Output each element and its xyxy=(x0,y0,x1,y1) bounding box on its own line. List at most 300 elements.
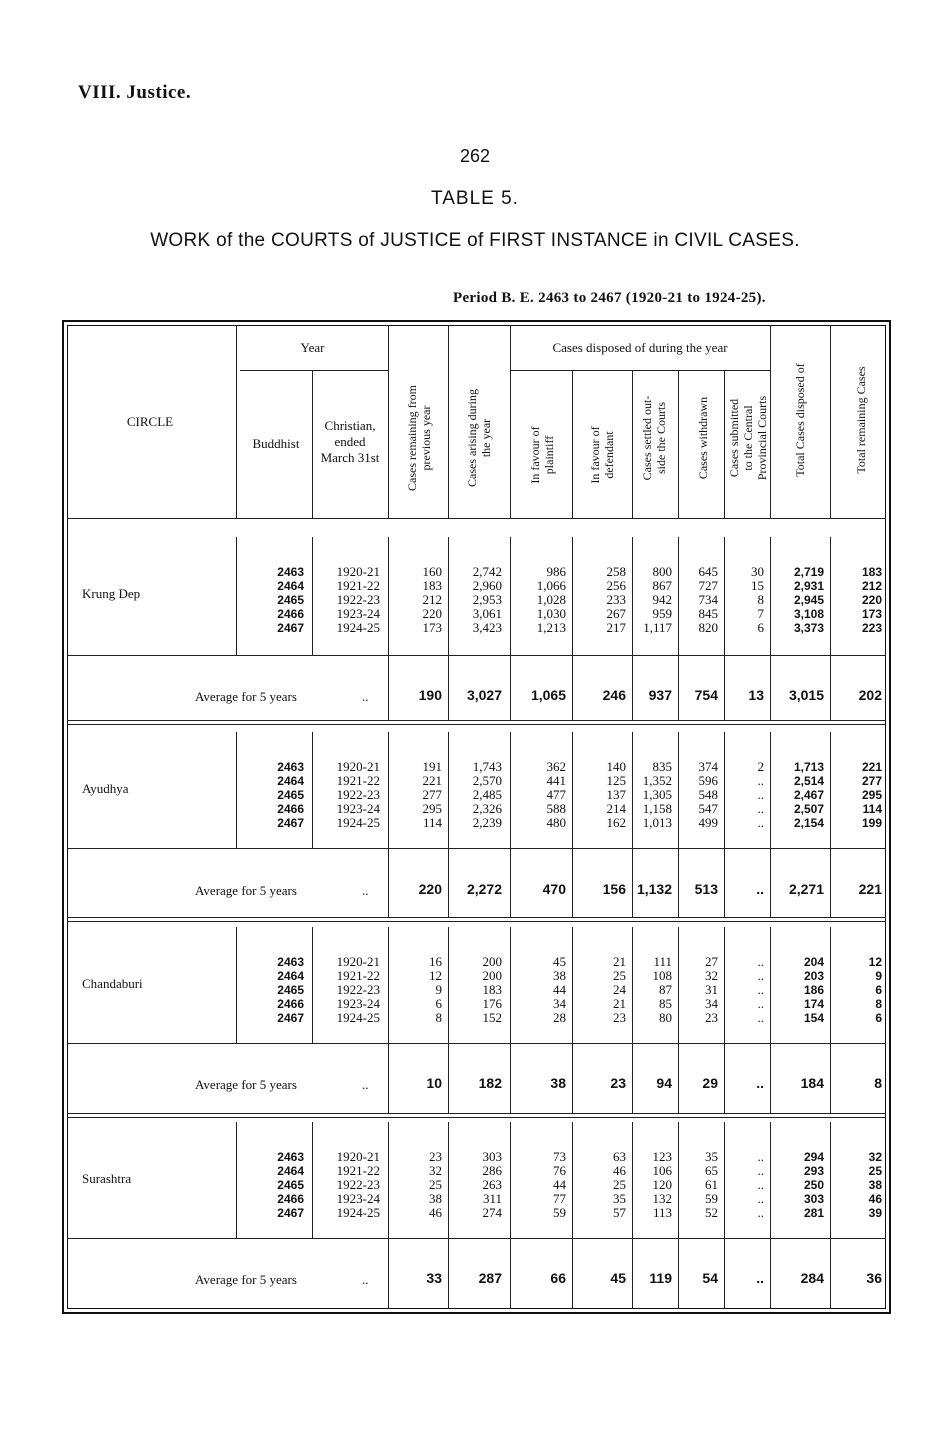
table-cell: 106 xyxy=(652,1163,672,1178)
table-cell: 44 xyxy=(553,982,566,997)
average-cell: 29 xyxy=(702,1075,718,1091)
table-cell: 2,467 xyxy=(793,788,824,802)
table-cell: 7 xyxy=(757,606,764,621)
plaintiff-header: In favour of plaintiff xyxy=(528,426,556,484)
table-cell: 203 xyxy=(803,969,824,983)
year-divider xyxy=(240,370,388,371)
table-cell: 27 xyxy=(705,954,718,969)
table-cell: 820 xyxy=(698,620,718,635)
block-separator xyxy=(67,1117,886,1118)
average-rule xyxy=(67,848,886,849)
table-cell: 80 xyxy=(659,1010,672,1025)
table-cell: 174 xyxy=(803,997,824,1011)
table-cell: 220 xyxy=(422,606,442,621)
table-cell: 1922-23 xyxy=(336,592,380,607)
header-col-line xyxy=(572,370,573,518)
table-cell: 204 xyxy=(803,955,824,969)
table-cell: 38 xyxy=(429,1191,442,1206)
table-cell: .. xyxy=(757,954,764,969)
average-cell: 38 xyxy=(550,1075,566,1091)
table-cell: 2,742 xyxy=(472,564,502,579)
average-cell: .. xyxy=(756,881,764,897)
table-cell: 303 xyxy=(482,1149,502,1164)
average-cell: 94 xyxy=(656,1075,672,1091)
table-cell: 28 xyxy=(553,1010,566,1025)
circle-header: CIRCLE xyxy=(126,414,174,429)
table-cell: 1924-25 xyxy=(336,620,380,635)
buddhist-header: Buddhist xyxy=(252,436,300,451)
average-cell: 221 xyxy=(858,881,882,897)
table-cell: 286 xyxy=(482,1163,502,1178)
table-cell: 8 xyxy=(435,1010,442,1025)
average-cell: 45 xyxy=(610,1270,626,1286)
average-cell: 8 xyxy=(874,1075,882,1091)
table-cell: 113 xyxy=(652,1205,672,1220)
table-cell: 173 xyxy=(861,607,882,621)
table-cell: 176 xyxy=(482,996,502,1011)
average-cell: 2,272 xyxy=(466,881,502,897)
table-cell: 295 xyxy=(422,801,442,816)
average-label: Average for 5 years xyxy=(195,883,297,898)
table-cell: 32 xyxy=(429,1163,442,1178)
average-dots: .. xyxy=(362,689,369,704)
arising-header: Cases arising during the year xyxy=(465,389,493,487)
year-header: Year xyxy=(300,340,325,355)
disposed-divider xyxy=(510,370,770,371)
table-cell: 281 xyxy=(803,1206,824,1220)
table-number: TABLE 5. xyxy=(431,188,519,209)
table-cell: 986 xyxy=(546,564,566,579)
table-cell: 1921-22 xyxy=(336,1163,380,1178)
table-cell: 25 xyxy=(613,968,626,983)
table-cell: 1920-21 xyxy=(336,564,380,579)
circle-name: Chandaburi xyxy=(82,976,143,991)
table-cell: 588 xyxy=(546,801,566,816)
table-cell: .. xyxy=(757,787,764,802)
table-cell: 734 xyxy=(698,592,718,607)
table-cell: 120 xyxy=(652,1177,672,1192)
table-cell: 2,239 xyxy=(472,815,502,830)
table-cell: 2465 xyxy=(277,593,304,607)
table-cell: 8 xyxy=(875,997,882,1011)
average-cell: 182 xyxy=(478,1075,502,1091)
header-col-line xyxy=(510,325,511,518)
table-cell: 32 xyxy=(705,968,718,983)
total-disposed-header: Total Cases disposed of xyxy=(793,363,807,477)
table-cell: 2465 xyxy=(277,788,304,802)
table-cell: 63 xyxy=(613,1149,626,1164)
table-cell: 362 xyxy=(546,759,566,774)
disposed-group-header: Cases disposed of during the year xyxy=(552,340,728,355)
average-cell: 184 xyxy=(800,1075,824,1091)
table-cell: 942 xyxy=(652,592,672,607)
table-cell: 2464 xyxy=(277,969,304,983)
table-cell: 1923-24 xyxy=(336,606,380,621)
table-cell: 3,423 xyxy=(472,620,502,635)
average-cell: 10 xyxy=(426,1075,442,1091)
table-cell: 186 xyxy=(803,983,824,997)
table-cell: 2,931 xyxy=(793,579,824,593)
circle-name: Ayudhya xyxy=(82,781,129,796)
table-cell: 65 xyxy=(705,1163,718,1178)
period-caption: Period B. E. 2463 to 2467 (1920-21 to 1924-25). xyxy=(453,290,766,306)
block-separator xyxy=(67,921,886,922)
header-col-line xyxy=(830,325,831,518)
table-cell: 191 xyxy=(422,759,442,774)
table-cell: 114 xyxy=(862,802,882,816)
table-cell: 132 xyxy=(652,1191,672,1206)
table-cell: 800 xyxy=(652,564,672,579)
table-cell: 277 xyxy=(861,774,882,788)
average-label: Average for 5 years xyxy=(195,689,297,704)
table-cell: 12 xyxy=(868,955,882,969)
table-cell: 1,305 xyxy=(642,787,672,802)
table-cell: 303 xyxy=(803,1192,824,1206)
table-cell: 293 xyxy=(803,1164,824,1178)
table-cell: 2463 xyxy=(277,760,304,774)
table-cell: 125 xyxy=(606,773,626,788)
table-cell: 1,213 xyxy=(536,620,566,635)
average-rule xyxy=(67,1043,886,1044)
table-cell: 114 xyxy=(422,815,442,830)
table-cell: 217 xyxy=(606,620,626,635)
table-cell: 959 xyxy=(652,606,672,621)
table-cell: .. xyxy=(757,815,764,830)
table-cell: 221 xyxy=(861,760,882,774)
table-cell: 1924-25 xyxy=(336,1010,380,1025)
table-cell: 2,154 xyxy=(793,816,824,830)
table-cell: 477 xyxy=(546,787,566,802)
table-cell: 45 xyxy=(553,954,566,969)
table-cell: 30 xyxy=(751,564,764,579)
table-cell: 6 xyxy=(757,620,764,635)
total-remaining-header: Total remaining Cases xyxy=(854,366,868,474)
header-col-line xyxy=(312,370,313,518)
table-cell: 214 xyxy=(606,801,626,816)
table-cell: 2463 xyxy=(277,1150,304,1164)
table-cell: 2467 xyxy=(277,816,304,830)
table-cell: 2,960 xyxy=(472,578,502,593)
table-cell: 548 xyxy=(698,787,718,802)
table-cell: 61 xyxy=(705,1177,718,1192)
header-col-line xyxy=(236,325,237,518)
submitted-header: Cases submitted to the Central Provincial Courts xyxy=(727,395,769,481)
table-cell: 38 xyxy=(868,1178,882,1192)
average-cell: 202 xyxy=(858,687,882,703)
settled-header: Cases settled out- side the Courts xyxy=(640,395,668,481)
table-cell: 2 xyxy=(757,759,764,774)
average-cell: .. xyxy=(756,1270,764,1286)
table-cell: 250 xyxy=(803,1178,824,1192)
table-cell: 2,570 xyxy=(472,773,502,788)
table-cell: 2,507 xyxy=(793,802,824,816)
table-cell: .. xyxy=(757,982,764,997)
table-cell: 2466 xyxy=(277,607,304,621)
table-cell: 152 xyxy=(482,1010,502,1025)
table-cell: 1922-23 xyxy=(336,982,380,997)
header-col-line xyxy=(448,325,449,518)
table-cell: 34 xyxy=(553,996,566,1011)
table-cell: 52 xyxy=(705,1205,718,1220)
table-cell: 1921-22 xyxy=(336,773,380,788)
table-cell: 1920-21 xyxy=(336,954,380,969)
header-col-line xyxy=(388,325,389,518)
table-cell: 2467 xyxy=(277,621,304,635)
average-cell: .. xyxy=(756,1075,764,1091)
table-cell: 263 xyxy=(482,1177,502,1192)
table-cell: 2467 xyxy=(277,1011,304,1025)
table-cell: 12 xyxy=(429,968,442,983)
table-cell: 267 xyxy=(606,606,626,621)
table-cell: 3,061 xyxy=(472,606,502,621)
table-cell: 9 xyxy=(435,982,442,997)
table-cell: 137 xyxy=(606,787,626,802)
table-cell: .. xyxy=(757,996,764,1011)
table-cell: 76 xyxy=(553,1163,566,1178)
table-cell: 2,326 xyxy=(472,801,502,816)
table-cell: 2,953 xyxy=(472,592,502,607)
table-cell: 200 xyxy=(482,954,502,969)
table-cell: 212 xyxy=(861,579,882,593)
table-cell: 2466 xyxy=(277,1192,304,1206)
table-cell: 16 xyxy=(429,954,442,969)
table-cell: 1,013 xyxy=(642,815,672,830)
table-cell: 173 xyxy=(422,620,442,635)
table-cell: 199 xyxy=(861,816,882,830)
table-cell: 2465 xyxy=(277,1178,304,1192)
average-cell: 246 xyxy=(602,687,626,703)
average-cell: 284 xyxy=(800,1270,824,1286)
table-cell: 1923-24 xyxy=(336,996,380,1011)
table-cell: 1,743 xyxy=(472,759,502,774)
table-cell: 1,030 xyxy=(536,606,566,621)
defendant-header: In favour of defendant xyxy=(588,426,616,484)
table-cell: 183 xyxy=(861,565,882,579)
table-cell: 21 xyxy=(613,954,626,969)
average-cell: 66 xyxy=(550,1270,566,1286)
section-heading: VIII. Justice. xyxy=(78,82,192,103)
average-cell: 1,065 xyxy=(530,687,566,703)
average-cell: 23 xyxy=(610,1075,626,1091)
table-cell: 35 xyxy=(705,1149,718,1164)
average-cell: 470 xyxy=(542,881,566,897)
table-cell: 867 xyxy=(652,578,672,593)
table-title: WORK of the COURTS of JUSTICE of FIRST INSTANCE in CIVIL CASES. xyxy=(150,230,800,251)
table-cell: 59 xyxy=(705,1191,718,1206)
table-cell: 35 xyxy=(613,1191,626,1206)
table-cell: 23 xyxy=(429,1149,442,1164)
table-cell: 2464 xyxy=(277,579,304,593)
table-cell: .. xyxy=(757,1191,764,1206)
table-cell: 77 xyxy=(553,1191,566,1206)
table-cell: 221 xyxy=(422,773,442,788)
average-cell: 190 xyxy=(418,687,442,703)
average-cell: 3,015 xyxy=(788,687,824,703)
table-cell: 480 xyxy=(546,815,566,830)
table-cell: 160 xyxy=(422,564,442,579)
table-cell: 2,514 xyxy=(793,774,824,788)
table-cell: 46 xyxy=(613,1163,626,1178)
table-cell: .. xyxy=(757,1149,764,1164)
table-cell: 162 xyxy=(606,815,626,830)
average-cell: 2,271 xyxy=(788,881,824,897)
average-cell: 937 xyxy=(648,687,672,703)
withdrawn-header: Cases withdrawn xyxy=(696,396,710,480)
average-cell: 156 xyxy=(602,881,626,897)
table-cell: 499 xyxy=(698,815,718,830)
header-col-line xyxy=(632,370,633,518)
table-cell: 59 xyxy=(553,1205,566,1220)
table-cell: .. xyxy=(757,1177,764,1192)
table-cell: 274 xyxy=(482,1205,502,1220)
average-cell: 3,027 xyxy=(466,687,502,703)
table-cell: 1921-22 xyxy=(336,578,380,593)
table-cell: 6 xyxy=(875,983,882,997)
table-cell: 1924-25 xyxy=(336,815,380,830)
table-cell: 2465 xyxy=(277,983,304,997)
average-cell: 1,132 xyxy=(636,881,672,897)
table-cell: 57 xyxy=(613,1205,626,1220)
table-cell: 34 xyxy=(705,996,718,1011)
table-cell: 1,158 xyxy=(642,801,672,816)
average-cell: 287 xyxy=(478,1270,502,1286)
table-cell: 8 xyxy=(757,592,764,607)
table-cell: 25 xyxy=(613,1177,626,1192)
page-number: 262 xyxy=(459,146,491,166)
table-cell: 31 xyxy=(705,982,718,997)
table-cell: 1920-21 xyxy=(336,1149,380,1164)
table-cell: 2,945 xyxy=(793,593,824,607)
table-cell: 258 xyxy=(606,564,626,579)
block-separator xyxy=(67,1113,886,1114)
table-cell: 140 xyxy=(606,759,626,774)
table-cell: 233 xyxy=(606,592,626,607)
table-cell: 1923-24 xyxy=(336,1191,380,1206)
average-cell: 33 xyxy=(426,1270,442,1286)
table-cell: 277 xyxy=(422,787,442,802)
table-cell: 2464 xyxy=(277,1164,304,1178)
header-col-line xyxy=(724,370,725,518)
average-rule xyxy=(67,1238,886,1239)
table-cell: 311 xyxy=(482,1191,502,1206)
block-separator xyxy=(67,720,886,721)
table-cell: 2466 xyxy=(277,997,304,1011)
table-cell: 1922-23 xyxy=(336,1177,380,1192)
christian-header: Christian, ended March 31st xyxy=(320,418,380,465)
table-cell: 6 xyxy=(875,1011,882,1025)
average-cell: 54 xyxy=(702,1270,718,1286)
table-cell: 3,108 xyxy=(793,607,824,621)
table-cell: 15 xyxy=(751,578,764,593)
average-cell: 119 xyxy=(649,1270,672,1286)
table-cell: 183 xyxy=(422,578,442,593)
header-col-line xyxy=(678,370,679,518)
table-cell: 294 xyxy=(803,1150,824,1164)
table-cell: 39 xyxy=(868,1206,882,1220)
table-cell: 108 xyxy=(652,968,672,983)
table-cell: 2466 xyxy=(277,802,304,816)
average-dots: .. xyxy=(362,883,369,898)
average-dots: .. xyxy=(362,1077,369,1092)
table-cell: 123 xyxy=(652,1149,672,1164)
table-cell: 154 xyxy=(803,1011,824,1025)
table-cell: 73 xyxy=(553,1149,566,1164)
average-cell: 13 xyxy=(748,687,764,703)
average-cell: 220 xyxy=(418,881,442,897)
average-label: Average for 5 years xyxy=(195,1077,297,1092)
table-cell: 2,719 xyxy=(793,565,824,579)
average-label: Average for 5 years xyxy=(195,1272,297,1287)
table-cell: .. xyxy=(757,773,764,788)
table-cell: 6 xyxy=(435,996,442,1011)
header-bottom-rule xyxy=(67,518,886,519)
table-cell: 1922-23 xyxy=(336,787,380,802)
average-cell: 36 xyxy=(866,1270,882,1286)
table-cell: 220 xyxy=(861,593,882,607)
table-cell: 25 xyxy=(868,1164,882,1178)
table-cell: .. xyxy=(757,968,764,983)
table-cell: 46 xyxy=(429,1205,442,1220)
table-cell: 547 xyxy=(698,801,718,816)
table-cell: 256 xyxy=(606,578,626,593)
table-cell: 46 xyxy=(868,1192,882,1206)
table-cell: .. xyxy=(757,801,764,816)
table-cell: 38 xyxy=(553,968,566,983)
table-cell: 3,373 xyxy=(793,621,824,635)
table-cell: 183 xyxy=(482,982,502,997)
table-cell: 2467 xyxy=(277,1206,304,1220)
table-cell: 2464 xyxy=(277,774,304,788)
table-cell: 295 xyxy=(861,788,882,802)
table-cell: 845 xyxy=(698,606,718,621)
table-cell: 223 xyxy=(861,621,882,635)
remaining-prev-header: Cases remaining from previous year xyxy=(405,385,433,491)
block-separator xyxy=(67,724,886,725)
table-cell: 24 xyxy=(613,982,626,997)
circle-name: Surashtra xyxy=(82,1171,132,1186)
table-cell: 44 xyxy=(553,1177,566,1192)
table-cell: 645 xyxy=(698,564,718,579)
table-cell: 111 xyxy=(653,954,672,969)
average-cell: 754 xyxy=(694,687,718,703)
table-cell: 835 xyxy=(652,759,672,774)
table-cell: 87 xyxy=(659,982,672,997)
table-cell: .. xyxy=(757,1205,764,1220)
table-cell: 596 xyxy=(698,773,718,788)
table-cell: 727 xyxy=(698,578,718,593)
table-cell: 9 xyxy=(875,969,882,983)
average-cell: 513 xyxy=(694,881,718,897)
table-cell: 1920-21 xyxy=(336,759,380,774)
circle-name: Krung Dep xyxy=(82,586,141,601)
table-cell: 200 xyxy=(482,968,502,983)
table-cell: 212 xyxy=(422,592,442,607)
table-cell: 1,066 xyxy=(536,578,566,593)
table-cell: 2463 xyxy=(277,955,304,969)
table-cell: 21 xyxy=(613,996,626,1011)
table-cell: 2,485 xyxy=(472,787,502,802)
table-cell: 25 xyxy=(429,1177,442,1192)
table-cell: 1,352 xyxy=(642,773,672,788)
block-separator xyxy=(67,917,886,918)
table-cell: 441 xyxy=(546,773,566,788)
table-cell: 1924-25 xyxy=(336,1205,380,1220)
header-col-line xyxy=(770,325,771,518)
table-cell: .. xyxy=(757,1010,764,1025)
table-cell: 374 xyxy=(698,759,718,774)
table-cell: 2463 xyxy=(277,565,304,579)
table-cell: 23 xyxy=(705,1010,718,1025)
